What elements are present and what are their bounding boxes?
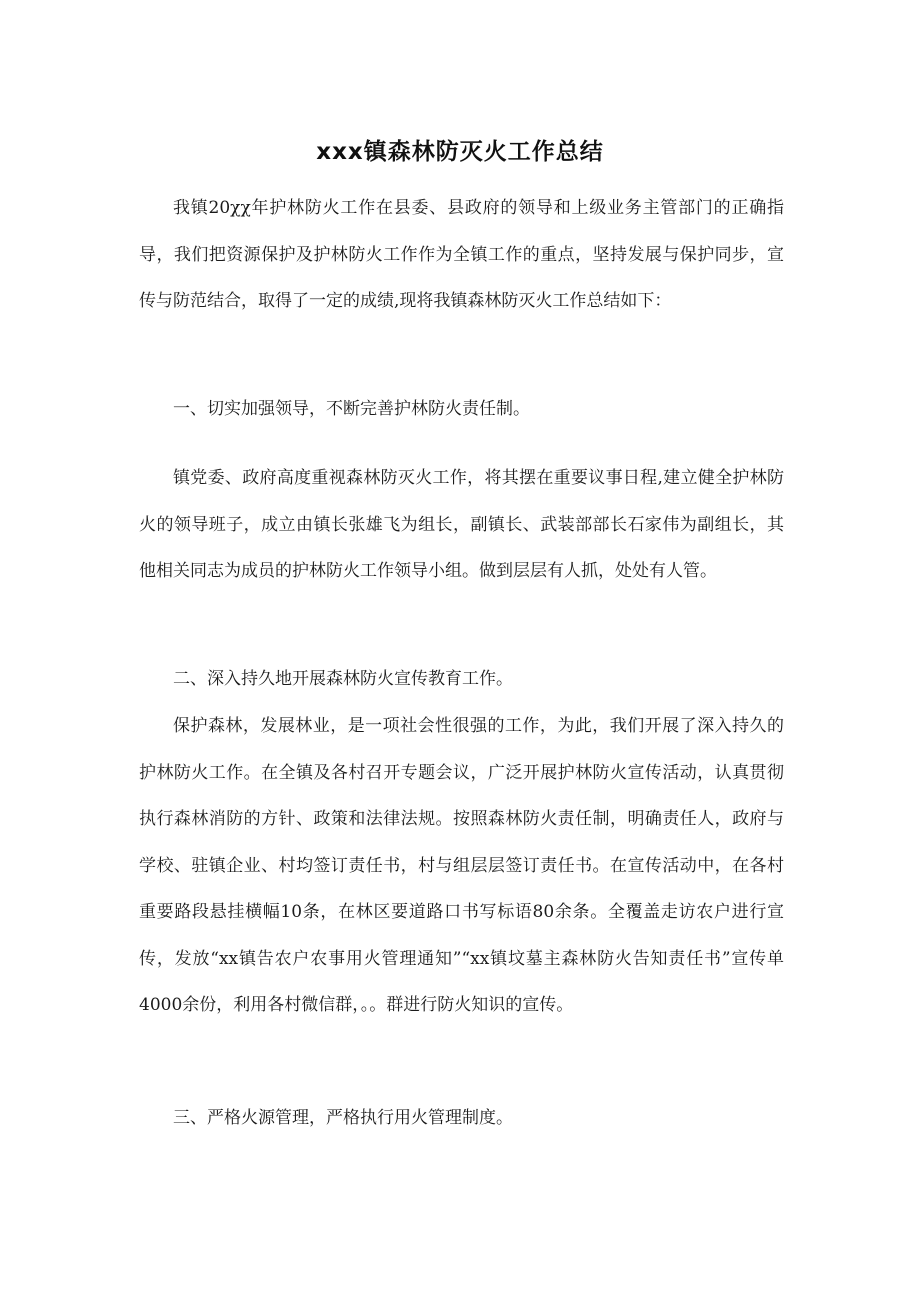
section-body-2: 保护森林，发展林业，是一项社会性很强的工作，为此，我们开展了深入持久的护林防火工作。在全镇及各村召开专题会议，广泛开展护林防火宣传活动，认真贯彻执行森林消防的方针、政策和法律法规。按照森林防火责任制，明确责任人，政府与学校、驻镇企业、村均签订责任书，村与组层层签订责任书。在宣传活动中，在各村重要路段悬挂横幅10条，在林区要道路口书写标语80余条。全覆盖走访农户进行宣传，发放“xx镇告农户农事用火管理通知”“xx镇坟墓主森林防火告知责任书”宣传单4000余份，利用各村微信群，。。群进行防火知识的宣传。	[139, 716, 784, 1015]
section-heading-1: 一、切实加强领导，不断完善护林防火责任制。	[173, 399, 530, 419]
section-body-1: 镇党委、政府高度重视森林防灭火工作，将其摆在重要议事日程,建立健全护林防火的领导班子，成立由镇长张雄飞为组长，副镇长、武装部部长石家伟为副组长，其他相关同志为成员的护林防火工作领导小组。做到层层有人抓，处处有人管。	[139, 468, 784, 581]
intro-paragraph: 我镇20χχ年护林防火工作在县委、县政府的领导和上级业务主管部门的正确指导，我们把资源保护及护林防火工作作为全镇工作的重点，坚持发展与保护同步，宣传与防范结合，取得了一定的成绩,现将我镇森林防灭火工作总结如下：	[139, 198, 784, 311]
section-heading-2: 二、深入持久地开展森林防火宣传教育工作。	[173, 669, 513, 689]
document-title: xxx镇森林防灭火工作总结	[316, 139, 604, 165]
section-heading-3: 三、严格火源管理，严格执行用火管理制度。	[173, 1108, 513, 1128]
